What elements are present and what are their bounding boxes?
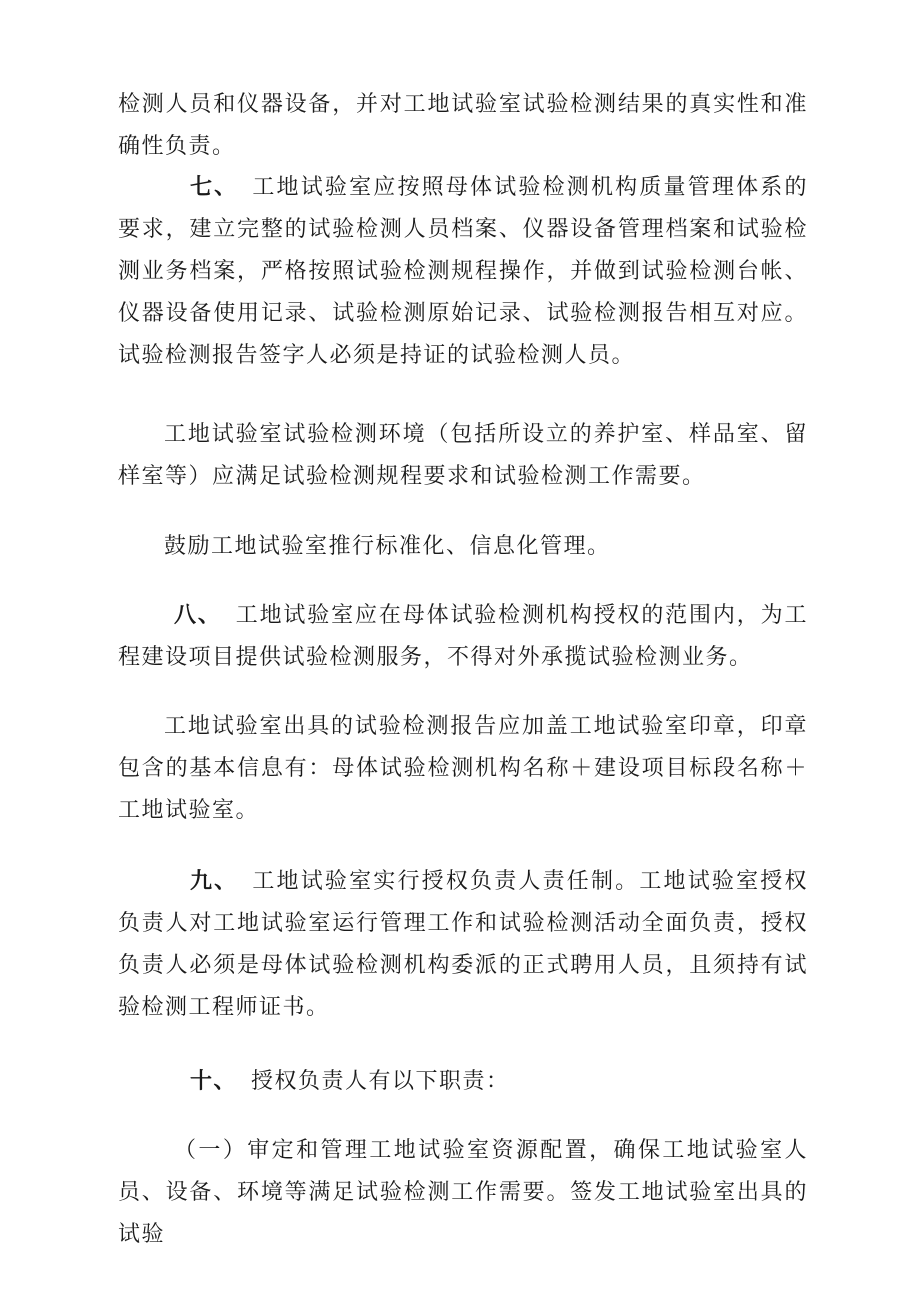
paragraph-text: 工地试验室应在母体试验检测机构授权的范围内，为工程建设项目提供试验检测服务，不得对外承揽试验检测业务。 [118, 603, 808, 670]
paragraph-text: 工地试验室试验检测环境（包括所设立的养护室、样品室、留样室等）应满足试验检测规程要求和试验检测工作需要。 [118, 422, 808, 489]
paragraph-text: 检测人员和仪器设备，并对工地试验室试验检测结果的真实性和准确性负责。 [118, 92, 808, 159]
duty-item-1-paragraph [118, 1130, 808, 1256]
standardization-paragraph [118, 526, 808, 568]
seal-paragraph [118, 706, 808, 832]
article-10-paragraph [118, 1060, 808, 1103]
article-number: 十、 [190, 1068, 238, 1094]
paragraph-text: 工地试验室出具的试验检测报告应加盖工地试验室印章，印章包含的基本信息有：母体试验检测机构名称＋建设项目标段名称＋工地试验室。 [118, 714, 808, 823]
paragraph-text: 鼓励工地试验室推行标准化、信息化管理。 [164, 534, 611, 559]
article-8-paragraph [118, 594, 808, 679]
paragraph-text: （一）审定和管理工地试验室资源配置，确保工地试验室人员、设备、环境等满足试验检测工作需要。签发工地试验室出具的试验 [118, 1138, 808, 1247]
article-number: 八、 [174, 602, 222, 628]
article-7-paragraph [118, 166, 808, 377]
paragraph-text: 工地试验室应按照母体试验检测机构质量管理体系的要求，建立完整的试验检测人员档案、仪器设备管理档案和试验检测业务档案，严格按照试验检测规程操作，并做到试验检测台帐、仪器设备使用记录、试验检测原始记录、试验检测报告相互对应。试验检测报告签字人必须是持证的试验检测人员。 [118, 175, 808, 368]
environment-paragraph [118, 414, 808, 498]
paragraph-text: 工地试验室实行授权负责人责任制。工地试验室授权负责人对工地试验室运行管理工作和试验检测活动全面负责，授权负责人必须是母体试验检测机构委派的正式聘用人员，且须持有试验检测工程师证书。 [118, 869, 808, 1020]
article-9-paragraph [118, 860, 808, 1029]
article-number: 七、 [190, 174, 239, 200]
paragraph-text: 授权负责人有以下职责： [251, 1069, 510, 1094]
paragraph-continuation [118, 84, 808, 168]
article-number: 九、 [190, 868, 239, 894]
